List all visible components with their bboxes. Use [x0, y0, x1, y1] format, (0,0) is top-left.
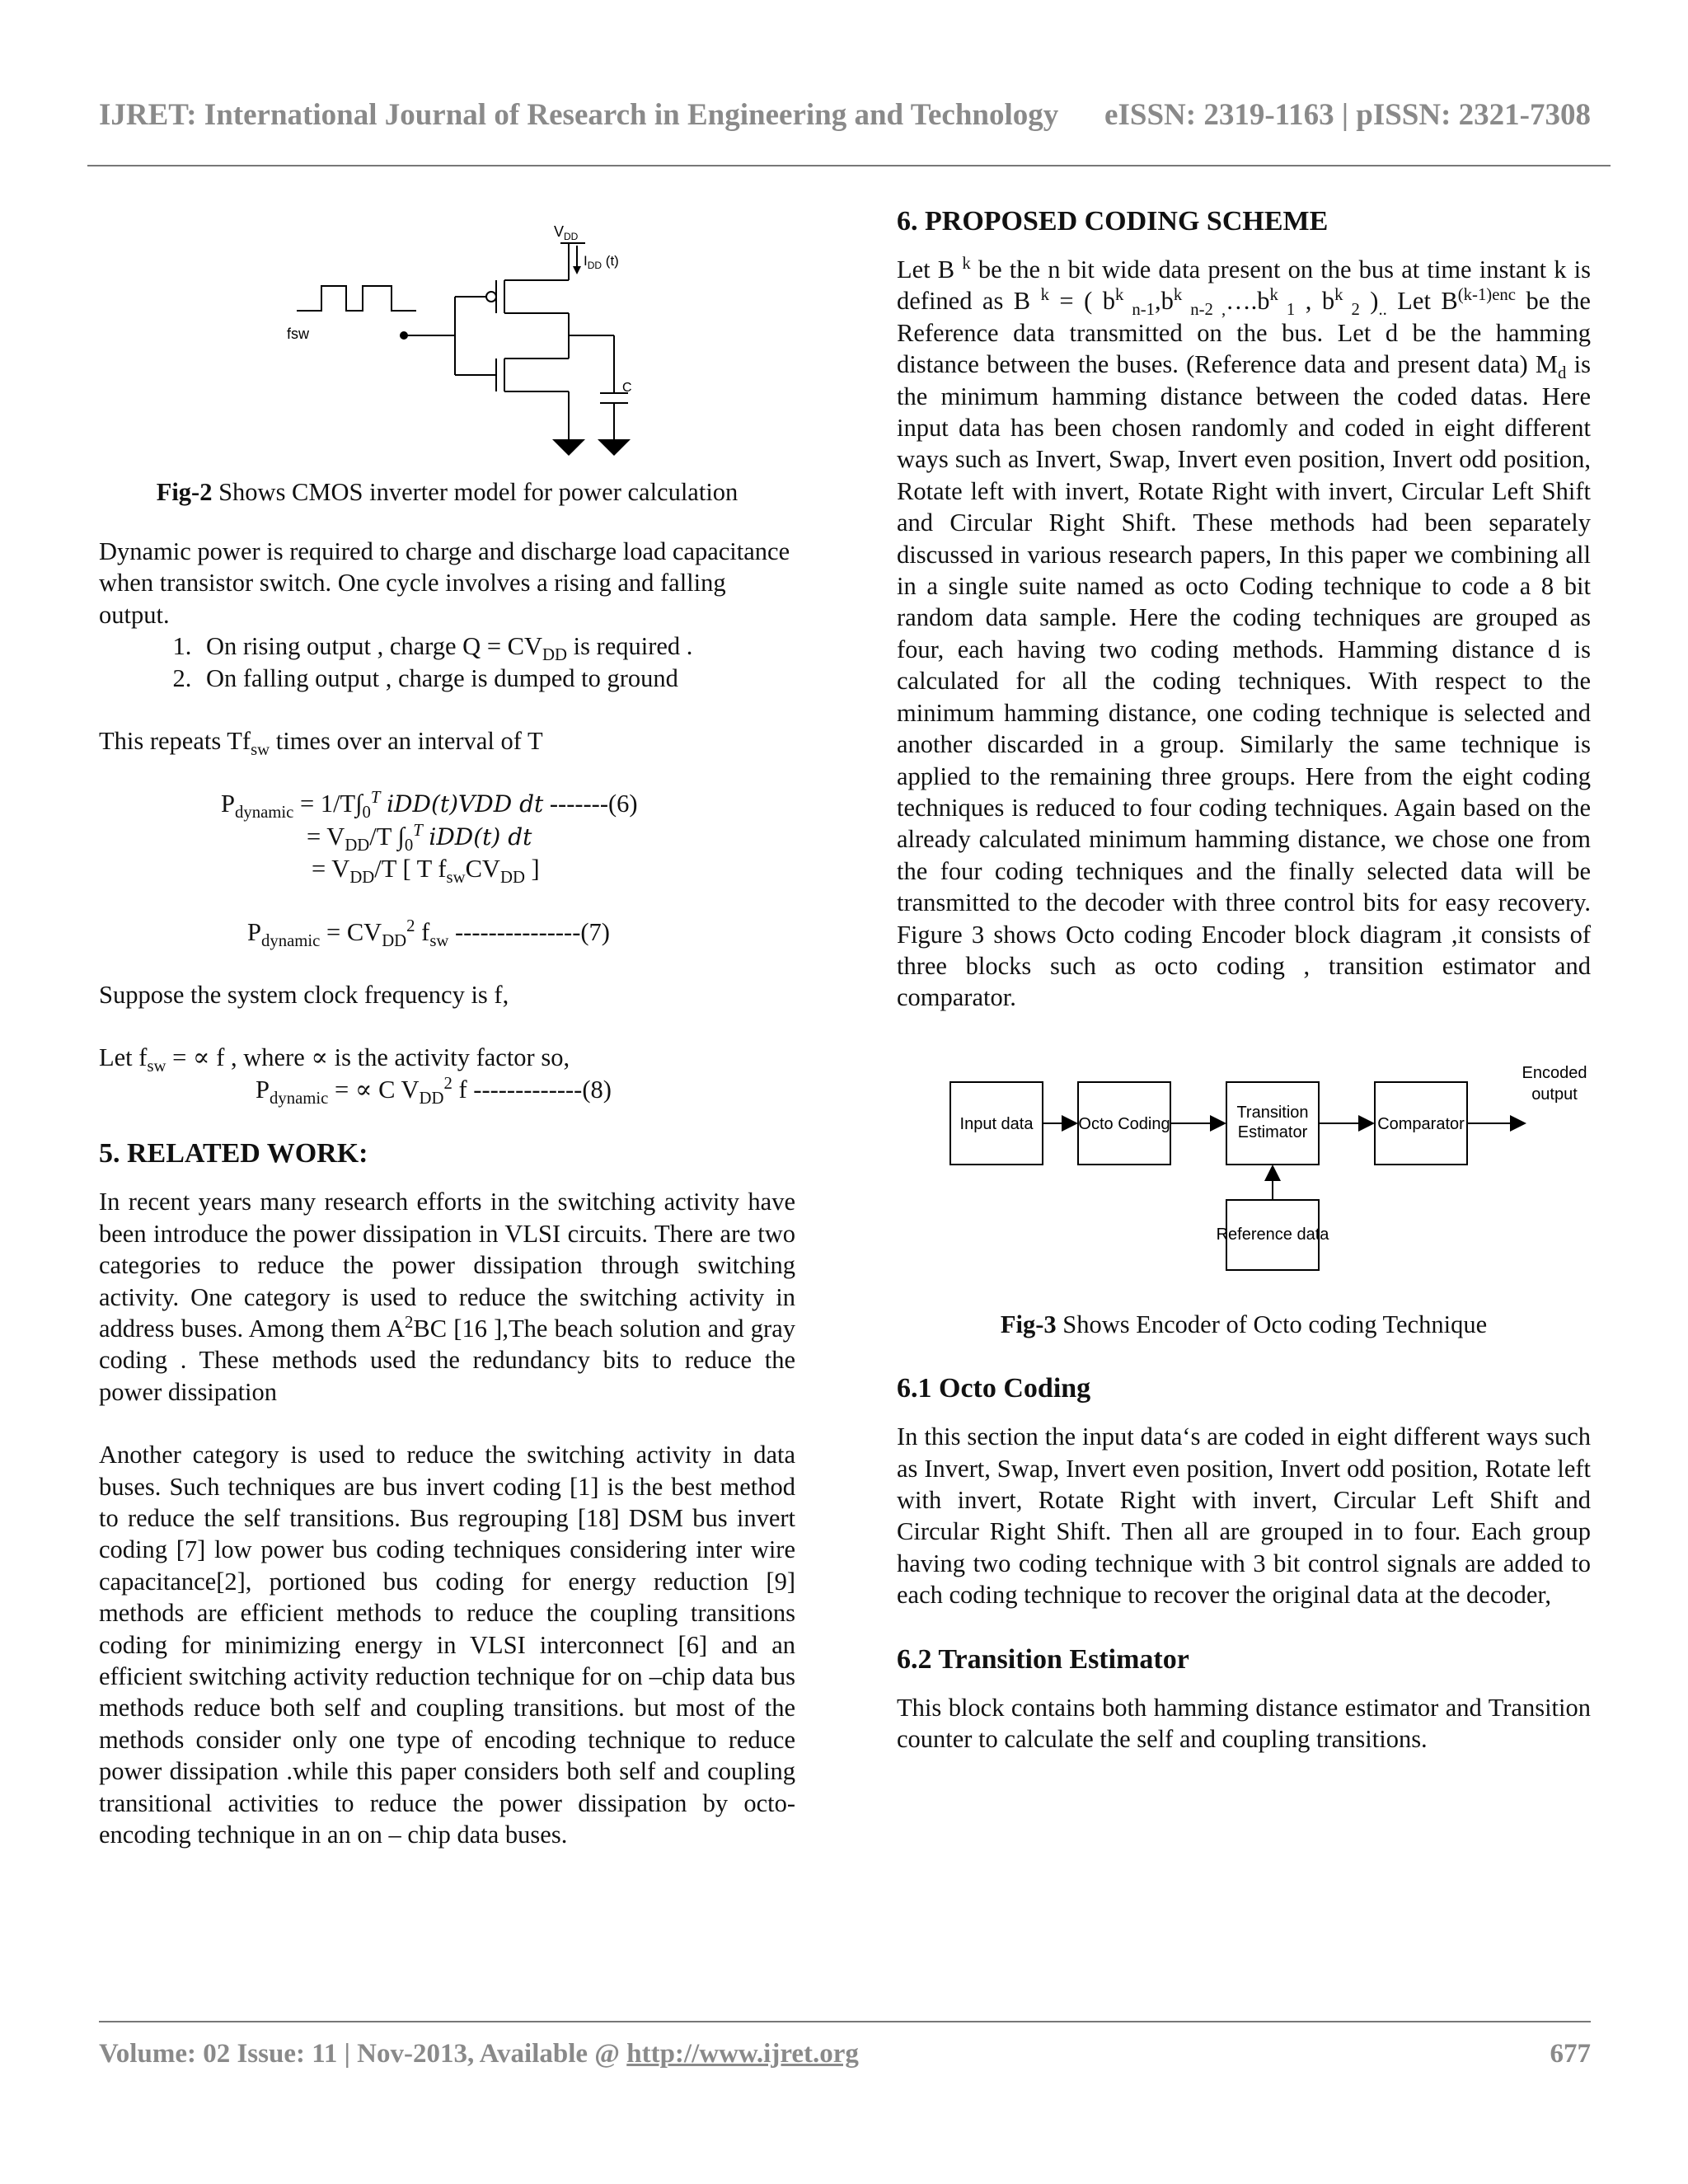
- clock-sentence: Suppose the system clock frequency is f,: [99, 981, 509, 1010]
- estimator-label: Estimator: [1237, 1122, 1308, 1141]
- fsw-square-wave: [297, 286, 416, 311]
- fsw-label: fsw: [287, 326, 309, 342]
- equation-7: $P_{dynamic} = CV_{DD}^2$ $f_{sw}$ ---------------(7): [247, 916, 610, 950]
- ground-arrow-1: [552, 439, 585, 456]
- output-label: output: [1531, 1085, 1578, 1104]
- section-6-1-heading: 6.1 Octo Coding: [897, 1373, 1091, 1404]
- list-item: 2. On falling output , charge is dumped to ground: [198, 663, 795, 694]
- left-column: [99, 536, 795, 1850]
- charge-list: [99, 630, 795, 694]
- transition-estimator-paragraph: This block contains both hamming distance estimator and Transition counter to calculate the self and coupling transitions.: [897, 1693, 1591, 1753]
- running-header: [99, 97, 1591, 133]
- repeats-sentence: This repeats $Tf_{sw}$ times over an interval of T: [99, 727, 543, 760]
- running-footer: [99, 2039, 1591, 2069]
- proposed-scheme-paragraph: Let B $^k$ be the n bit wide data present on the bus at time instant k is defined as B $^k$ = ( $b^k$ $_{n-1},b^k$ $_{n-2 ,}\dots.b^k$ $_1$ , $b^k$ $_2$ )$_{..}$ Let $B^{(k-1)enc}$ be the Reference data transmitted on the bus. Let d be the hamming distance between the buses. (Reference data and present data) $M_d$ is the minimum hamming distance between the coded datas. Here input data has been chosen randomly and coded in eight different ways such as Invert, Swap, Invert even position, Invert odd position, Rotate left with invert, Rotate Right with invert, Circular Left Shift and Circular Right Shift. These methods had been separately discussed in various research papers, In this paper we combining all in a single suite named as octo Coding technique to code a 8 bit random data sample. Here the coding techniques are grouped as four, each having two coding methods. Hamming distance d is calculated for all the coding techniques. With respect to the minimum hamming distance, one coding technique is selected and another discarded in a group. Similarly the same technique is applied to the remaining three groups. Here from the eight coding techniques is reduced to four coding techniques. Again based on the already calculated minimum hamming distance, we chose one from the four coding techniques and the finally selected data will be transmitted to the decoder with three control bits for easy recovery. Figure 3 shows Octo coding Encoder block diagram ,it consists of three blocks such as octo coding , transition estimator and comparator.: [897, 254, 1591, 1012]
- cmos-inverter-diagram: [247, 218, 676, 466]
- octo-coding-paragraph: In this section the input data‘s are coded in eight different ways such as Invert, Swap, Invert even position, Invert odd position, Rotate left with invert, Rotate Right with invert, Circular Left Shift and Circular Right Shift. Then all are grouped in to four. Each group having two coding technique with 3 bit control signals are added to each coding technique to recover the original data at the decoder,: [897, 1422, 1591, 1610]
- section-6-2-heading: 6.2 Transition Estimator: [897, 1643, 1189, 1675]
- header-rule: [87, 165, 1611, 166]
- encoded-label: Encoded: [1522, 1063, 1587, 1082]
- footer-rule: [99, 2021, 1591, 2022]
- capacitor-label: C: [622, 381, 632, 395]
- right-column: [897, 204, 1591, 1755]
- journal-link[interactable]: http://www.ijret.org: [626, 2039, 859, 2069]
- transition-label: Transition: [1236, 1103, 1309, 1122]
- idd-label: $I_{DD}$ (t): [584, 253, 619, 271]
- comparator-label: Comparator: [1377, 1114, 1465, 1133]
- equation-6b: = $V_{DD}/T$ $\int_0^T$ iDD(t) dt: [307, 821, 532, 855]
- octo-coding-label: Octo Coding: [1078, 1114, 1170, 1133]
- activity-factor-sentence: Let $f_{sw}$ = ∝ f , where ∝ is the activity factor so,: [99, 1043, 570, 1076]
- issn-info: eISSN: 2319-1163 | pISSN: 2321-7308: [1104, 98, 1591, 132]
- equation-6c: = $V_{DD}/T$ [ T $f_{sw}CV_{DD}$ ]: [312, 855, 540, 888]
- idd-arrow-head: [573, 266, 581, 274]
- fig2-caption: Fig-2 Shows CMOS inverter model for power calculation: [156, 478, 738, 506]
- related-work-paragraph-2: Another category is used to reduce the switching activity in data buses. Such techniques are bus invert coding [1] is the best method to reduce the self transitions. Bus regrouping [18] DSM bus invert coding [7] low power bus coding techniques considering inter wire capacitance[2], portioned bus coding for energy reduction [9] methods are efficient methods to reduce the coupling transitions coding for minimizing energy in VLSI interconnect [6] and an efficient switching activity reduction technique for on –chip data bus methods reduce both self and coupling transitions. but most of the methods consider only one type of encoding technique to reduce power dissipation .while this paper considers both self and coupling transitional activities to reduce the power dissipation by octo-encoding technique in an on – chip data buses.: [99, 1441, 795, 1849]
- dynamic-power-paragraph: Dynamic power is required to charge and discharge load capacitance when transistor switch. One cycle involves a rising and falling output.: [99, 537, 790, 629]
- equation-8: $P_{dynamic}$ = ∝ C $V_{DD}^2$ f -------------(8): [256, 1074, 612, 1108]
- vdd-label: $V_{DD}$: [554, 223, 579, 242]
- page-number: 677: [1550, 2039, 1591, 2069]
- ground-arrow-2: [598, 439, 631, 456]
- encoder-block-diagram: [897, 1053, 1591, 1301]
- fig3-caption: Fig-3 Shows Encoder of Octo coding Technique: [1000, 1310, 1488, 1338]
- section-6-heading: 6. PROPOSED CODING SCHEME: [897, 206, 1329, 237]
- section-5-heading: 5. RELATED WORK:: [99, 1138, 368, 1169]
- input-data-label: Input data: [959, 1114, 1034, 1133]
- reference-data-label: Reference data: [1216, 1225, 1329, 1244]
- related-work-paragraph-1: In recent years many research efforts in the switching activity have been introduce the power dissipation in VLSI circuits. There are two categories to reduce the power dissipation through switching activity. One category is used to reduce the switching activity in address buses. Among them $A^2BC$ [16 ],The beach solution and gray coding . These methods used the redundancy bits to reduce the power dissipation: [99, 1188, 795, 1406]
- list-item: 1. On rising output , charge $Q = CV_{DD}$ is required .: [198, 630, 795, 662]
- equation-6: $P_{dynamic} = 1/T\int_0^T$ iDD(t)VDD dt -------(6): [221, 789, 638, 823]
- journal-title: IJRET: International Journal of Research in Engineering and Technology: [99, 98, 1059, 132]
- input-node: [401, 332, 407, 339]
- volume-info: Volume: 02 Issue: 11 | Nov-2013, Available @: [99, 2039, 627, 2069]
